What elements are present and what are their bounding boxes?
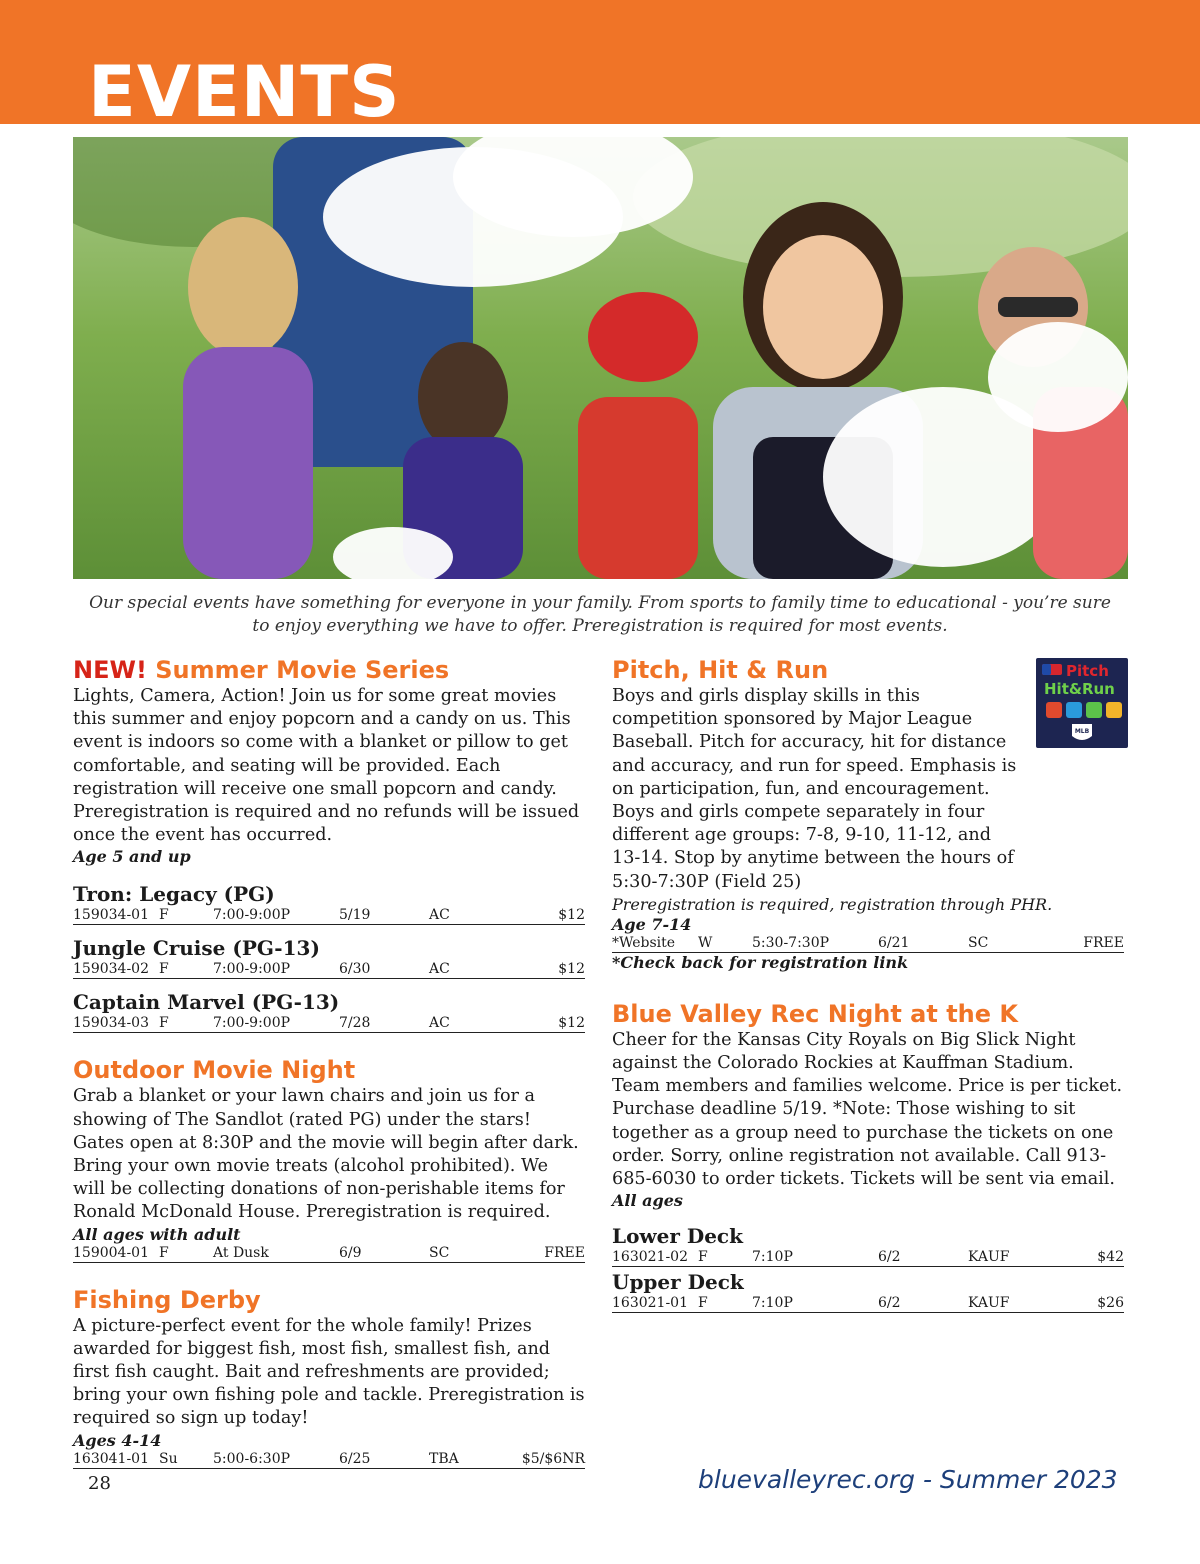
event-age: All ages with adult — [73, 1224, 241, 1244]
event-note: Preregistration is required, registration through PHR. — [612, 894, 1053, 914]
class-time: 5:30-7:30P — [752, 934, 830, 951]
class-day: Su — [159, 1450, 178, 1467]
class-code: 163041-01 — [73, 1450, 149, 1467]
class-code: 159004-01 — [73, 1244, 149, 1261]
class-fee: $5/$6NR — [521, 1450, 585, 1467]
class-location: SC — [429, 1244, 450, 1261]
new-badge: NEW! — [73, 656, 147, 684]
event-pitch-hit-run — [612, 655, 1124, 973]
class-date: 6/30 — [339, 961, 371, 978]
event-description: Grab a blanket or your lawn chairs and join us for a showing of The Sandlot (rated PG) under the stars! Gates open at 8:30P and the movie will begin after dark. Bring your own movie treats (alcohol prohibited). We will be collecting donations of non-perishable items for Ronald McDonald House. Preregistration is required. — [73, 1086, 579, 1223]
class-location: AC — [429, 961, 450, 978]
class-time: 7:00-9:00P — [213, 1015, 291, 1032]
class-time: 7:10P — [752, 1249, 793, 1266]
movie-title: Captain Marvel (PG-13) — [73, 990, 340, 1015]
registration-link-note: *Check back for registration link — [612, 952, 909, 972]
class-location: AC — [429, 907, 450, 924]
class-row — [73, 1015, 585, 1033]
class-fee: $12 — [558, 961, 585, 978]
event-outdoor-movie-night — [73, 1055, 585, 1262]
event-summer-movie-series — [73, 655, 585, 1033]
hero-photo — [73, 137, 1128, 579]
class-location: KAUF — [968, 1295, 1010, 1312]
event-age: All ages — [612, 1191, 683, 1211]
class-row — [73, 907, 585, 925]
class-date: 6/21 — [878, 934, 910, 951]
logo-badge: MLB — [1074, 728, 1090, 735]
class-row — [73, 1245, 585, 1263]
class-code: 159034-02 — [73, 961, 149, 978]
logo-word-pitch: Pitch — [1066, 662, 1109, 680]
class-fee: $42 — [1097, 1249, 1124, 1266]
class-date: 7/28 — [339, 1015, 371, 1032]
header-banner — [0, 0, 1200, 133]
left-column — [73, 655, 585, 1487]
class-day: F — [159, 961, 169, 978]
class-date: 6/9 — [339, 1244, 362, 1261]
class-code: 159034-03 — [73, 1015, 149, 1032]
class-code: *Website — [612, 934, 676, 951]
class-day: W — [698, 934, 713, 951]
event-title: Outdoor Movie Night — [73, 1056, 356, 1085]
movie-title: Tron: Legacy (PG) — [73, 882, 275, 907]
class-row — [612, 935, 1124, 953]
right-column — [612, 655, 1124, 1331]
event-age: Age 5 and up — [73, 847, 191, 867]
class-date: 6/25 — [339, 1450, 371, 1467]
class-date: 6/2 — [878, 1295, 901, 1312]
class-day: F — [159, 1244, 169, 1261]
event-description-intro — [612, 685, 1124, 894]
logo-word-hitrun: Hit&Run — [1044, 680, 1115, 698]
class-location: KAUF — [968, 1249, 1010, 1266]
class-row — [612, 1249, 1124, 1267]
class-time: 7:10P — [752, 1295, 793, 1312]
class-day: F — [159, 1015, 169, 1032]
event-description: A picture-perfect event for the whole family! Prizes awarded for biggest fish, most fish, smallest fish, and first fish caught. Bait and refreshments are provided; bring your own fishing pole and tackle. Preregistration is required so sign up today! — [73, 1315, 585, 1429]
class-time: At Dusk — [213, 1244, 269, 1261]
class-row — [73, 961, 585, 979]
event-title: Fishing Derby — [73, 1285, 261, 1314]
event-title — [73, 655, 585, 685]
class-time: 7:00-9:00P — [213, 961, 291, 978]
section-title: Lower Deck — [612, 1224, 743, 1249]
footer-site-link[interactable]: bluevalleyrec.org - Summer 2023 — [698, 1465, 1118, 1494]
class-code: 163021-02 — [612, 1249, 688, 1266]
movie-title: Jungle Cruise (PG-13) — [73, 936, 320, 961]
class-day: F — [698, 1249, 708, 1266]
event-description: Boys and girls display skills in this competition sponsored by Major League Baseball. Pitch for accuracy, hit for distance and accuracy, and run for speed. Emphasis is on participation, fun, and encouragement. Boys and girls compete separately in four different age groups: 7-8, 9-10, 11-12, and 13-14. Stop by anytime between the hours of 5:30-7:30P (Field 25) — [612, 686, 1017, 892]
class-location: SC — [968, 934, 989, 951]
class-location: TBA — [429, 1450, 459, 1467]
event-age: Ages 4-14 — [73, 1430, 162, 1450]
event-title: Blue Valley Rec Night at the K — [612, 999, 1018, 1028]
class-code: 163021-01 — [612, 1295, 688, 1312]
page-title: EVENTS — [88, 51, 401, 133]
class-fee: $26 — [1097, 1295, 1124, 1312]
class-time: 5:00-6:30P — [213, 1450, 291, 1467]
event-title-text: Summer Movie Series — [155, 656, 450, 684]
class-row — [73, 1451, 585, 1469]
event-age: Age 7-14 — [612, 914, 692, 934]
intro-caption: Our special events have something for everyone in your family. From sports to family time to educational - you’re sure to enjoy everything we have to offer. Preregistration is required for most events. — [89, 593, 1111, 636]
class-date: 5/19 — [339, 907, 371, 924]
class-location: AC — [429, 1015, 450, 1032]
class-day: F — [698, 1295, 708, 1312]
class-date: 6/2 — [878, 1249, 901, 1266]
class-code: 159034-01 — [73, 907, 149, 924]
class-fee: $12 — [558, 1015, 585, 1032]
event-rec-night-at-the-k — [612, 999, 1124, 1313]
event-description: Lights, Camera, Action! Join us for some great movies this summer and enjoy popcorn and a candy on us. This event is indoors so come with a blanket or pillow to get comfortable, and seating will be provided. Each registration will receive one small popcorn and candy. Preregistration is required and no refunds will be issued once the event has occurred. — [73, 686, 580, 846]
class-fee: FREE — [1083, 934, 1124, 951]
class-time: 7:00-9:00P — [213, 907, 291, 924]
event-title: Pitch, Hit & Run — [612, 656, 829, 684]
event-description: Cheer for the Kansas City Royals on Big Slick Night against the Colorado Rockies at Kauffman Stadium. Team members and families welcome. Price is per ticket. Purchase deadline 5/19. *Note: Those wishing to sit together as a group need to purchase the tickets on one order. Sorry, online registration not available. Call 913-685-6030 to order tickets. Tickets will be sent via email. — [612, 1029, 1123, 1190]
page-number: 28 — [88, 1473, 111, 1494]
class-fee: $12 — [558, 907, 585, 924]
section-title: Upper Deck — [612, 1270, 744, 1295]
class-fee: FREE — [544, 1244, 585, 1261]
event-fishing-derby — [73, 1285, 585, 1469]
class-row — [612, 1295, 1124, 1313]
class-day: F — [159, 907, 169, 924]
